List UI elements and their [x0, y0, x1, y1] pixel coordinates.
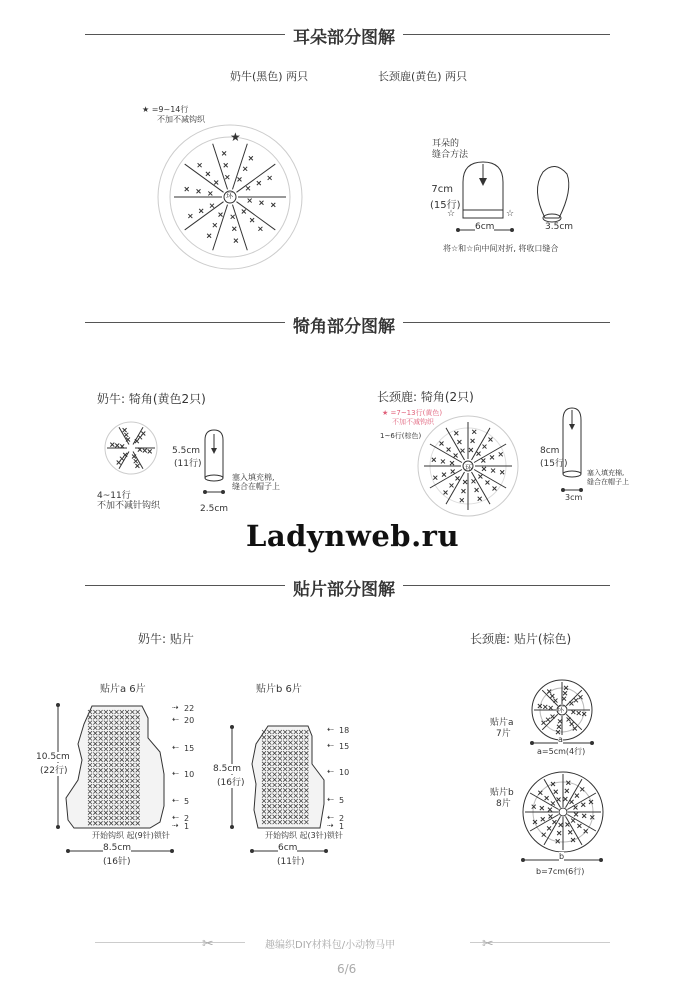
stitch-x — [237, 177, 241, 181]
stitch-x — [558, 719, 562, 723]
ears-method-2: 缝合方法 — [432, 150, 469, 160]
stitch-x — [259, 201, 263, 205]
row-arrow-icon: ⇠ — [327, 795, 334, 804]
stitch-x — [554, 790, 558, 794]
stitch-spoke — [232, 144, 247, 190]
ear-height-rows: (15行) — [430, 200, 461, 211]
patch-a-row: 2 — [184, 814, 190, 823]
stitch-x — [574, 812, 578, 816]
stitch-x — [573, 806, 577, 810]
stitch-x — [461, 489, 465, 493]
patches-giraffe-label: 长颈鹿: 贴片(棕色) — [470, 632, 572, 646]
stitch-x — [185, 187, 189, 191]
patch-a-chart — [64, 704, 174, 830]
row-arrow-icon: ⇠ — [172, 715, 179, 724]
giraffe-horn-width: 3cm — [565, 493, 583, 502]
stitch-x — [433, 476, 437, 480]
stitch-x — [432, 458, 436, 462]
stitch-x — [538, 791, 542, 795]
stitch-x — [454, 431, 458, 435]
stitch-x — [242, 209, 246, 213]
stitch-x — [571, 710, 575, 714]
stitch-x — [562, 697, 566, 701]
ears-method-1: 耳朵的 — [432, 139, 460, 149]
stitch-x — [135, 464, 139, 468]
stitch-x — [488, 438, 492, 442]
patch-a-start: 开始钩织 起(9针)锁针 — [92, 831, 170, 840]
stitch-x — [143, 449, 147, 453]
stitch-x — [570, 722, 574, 726]
right-star-icon: ☆ — [506, 209, 515, 219]
row-arrow-icon: ⇠ — [327, 741, 334, 750]
ear-width-cm: 6cm — [475, 222, 495, 232]
stitch-x — [249, 156, 253, 160]
stitch-x — [141, 432, 145, 436]
stitch-x — [482, 445, 486, 449]
stitch-x — [225, 175, 229, 179]
stitch-x — [482, 467, 486, 471]
row-arrow-icon: ⇠ — [172, 769, 179, 778]
g-patch-a-label: 贴片a — [490, 718, 514, 728]
stitch-x — [234, 239, 238, 243]
stitch-x — [546, 718, 550, 722]
stitch-x — [115, 443, 119, 447]
stitch-x — [460, 498, 464, 502]
stitch-x — [444, 490, 448, 494]
stitch-x — [499, 452, 503, 456]
patch-a-row: 5 — [184, 797, 190, 806]
stitch-spoke — [213, 144, 228, 190]
stitch-x — [231, 215, 235, 219]
stitch-x — [567, 717, 571, 721]
patch-b-height-cm: 8.5cm — [213, 764, 242, 774]
cow-horn-shape — [200, 428, 230, 498]
patch-a-row: 1 — [184, 822, 190, 831]
stitch-x — [543, 705, 547, 709]
g-patch-b-label: 贴片b — [490, 788, 514, 798]
stitch-x — [258, 227, 262, 231]
stitch-x — [214, 181, 218, 185]
stitch-x — [571, 819, 575, 823]
ear-sew-note: 将☆和☆向中间对折, 将收口缝合 — [443, 244, 559, 253]
stitch-x — [582, 814, 586, 818]
stitch-x — [198, 163, 202, 167]
stitch-x — [207, 234, 211, 238]
stitch-x — [481, 459, 485, 463]
page-number: 6/6 — [337, 962, 357, 976]
horns-giraffe-label: 长颈鹿: 犄角(2只) — [377, 390, 474, 404]
patch-b-chart — [250, 724, 330, 832]
stitch-x — [478, 497, 482, 501]
stitch-x — [469, 448, 473, 452]
row-arrow-icon: ⇠ — [172, 743, 179, 752]
footer-caption: 趣编织DIY材料包/小动物马甲 — [265, 940, 396, 951]
patch-b-height-rows: (16行) — [217, 775, 244, 788]
star-icon: ★ — [230, 130, 241, 144]
left-scissors-icon: ✂ — [202, 936, 214, 952]
stitch-x — [542, 833, 546, 837]
cow-ear-ring-label: 环 — [226, 192, 233, 200]
stitch-x — [557, 831, 561, 835]
patches-cow-label: 奶牛: 贴片 — [138, 632, 194, 646]
stitch-x — [232, 227, 236, 231]
stitch-x — [134, 459, 138, 463]
stitch-x — [565, 789, 569, 793]
patch-b-row: 10 — [339, 768, 350, 777]
stitch-x — [450, 461, 454, 465]
ears-star-note-2: 不加不减钩织 — [157, 115, 205, 124]
stitch-x — [471, 439, 475, 443]
patch-b-width-sts: (11针) — [277, 857, 305, 867]
horns-section-title: 犄角部分图解 — [285, 312, 403, 337]
stitch-x — [477, 452, 481, 456]
patch-a-row: 10 — [184, 770, 195, 779]
patch-b-width-cm: 6cm — [278, 843, 298, 853]
stitch-x — [557, 725, 561, 729]
stitch-x — [224, 163, 228, 167]
patch-b-row: 1 — [339, 822, 345, 831]
stitch-x — [490, 455, 494, 459]
stitch-spoke — [185, 164, 224, 192]
patch-b-row: 18 — [339, 726, 350, 735]
g-patch-b-count: 8片 — [496, 799, 511, 809]
cow-horn-rows-note-1: 4~11行 — [97, 491, 131, 501]
cow-horn-rows-note-2: 不加不减针钩织 — [97, 501, 161, 511]
stitch-x — [268, 176, 272, 180]
g-patch-b-chart — [521, 770, 605, 854]
cow-horn-stuff-2: 缝合在帽子上 — [232, 482, 280, 491]
cow-ear-chart — [150, 122, 310, 282]
stitch-x — [580, 787, 584, 791]
stitch-x — [551, 801, 555, 805]
stitch-x — [461, 449, 465, 453]
stitch-x — [451, 469, 455, 473]
stitch-x — [248, 199, 252, 203]
stitch-x — [569, 701, 573, 705]
stitch-x — [568, 830, 572, 834]
patch-a-height-rows: (22行) — [40, 763, 67, 776]
stitch-x — [148, 449, 152, 453]
stitch-x — [206, 172, 210, 176]
stitch-x — [110, 443, 114, 447]
stitch-x — [199, 209, 203, 213]
stitch-x — [197, 189, 201, 193]
stitch-x — [441, 459, 445, 463]
patch-a-row: 15 — [184, 744, 195, 753]
stitch-x — [117, 460, 121, 464]
watermark: Ladynweb.ru — [246, 519, 460, 553]
stitch-x — [548, 808, 552, 812]
stitch-x — [478, 475, 482, 479]
stitch-spoke — [232, 205, 247, 251]
stitch-x — [475, 488, 479, 492]
stitch-x — [540, 806, 544, 810]
g-b-letter: b — [559, 852, 565, 861]
stitch-x — [545, 796, 549, 800]
stitch-x — [492, 486, 496, 490]
ears-cow-label: 奶牛(黑色) 两只 — [230, 70, 309, 83]
stitch-x — [553, 699, 557, 703]
giraffe-horn-height-rows: (15行) — [540, 459, 568, 469]
stitch-x — [257, 181, 261, 185]
row-arrow-icon: ⇠ — [327, 725, 334, 734]
cow-horn-stuff-1: 塞入填充棉, — [232, 473, 275, 482]
stitch-x — [584, 829, 588, 833]
patch-a-height-cm: 10.5cm — [36, 752, 70, 762]
stitch-x — [565, 822, 569, 826]
row-arrow-icon: ⇢ — [327, 821, 334, 830]
stitch-x — [124, 433, 128, 437]
stitch-x — [472, 430, 476, 434]
stitch-x — [471, 479, 475, 483]
ears-giraffe-label: 长颈鹿(黄色) 两只 — [378, 70, 468, 83]
cow-horn-height-rows: (11行) — [174, 459, 202, 469]
ear-bottom-cm: 3.5cm — [545, 222, 574, 232]
g-a-size: a=5cm(4行) — [537, 747, 586, 756]
ear-height-cm: 7cm — [431, 184, 453, 195]
patch-a-title: 贴片a 6片 — [100, 684, 146, 695]
stitch-x — [551, 715, 555, 719]
g-patch-a-ring-label: 环 — [557, 706, 564, 714]
stitch-x — [557, 798, 561, 802]
horns-cow-label: 奶牛: 犄角(黄色2只) — [97, 392, 206, 406]
stitch-x — [552, 820, 556, 824]
stitch-x — [455, 476, 459, 480]
right-scissors-icon: ✂ — [482, 936, 494, 952]
stitch-x — [250, 218, 254, 222]
stitch-spoke — [236, 202, 275, 230]
patch-a-width-cm: 8.5cm — [103, 843, 132, 853]
stitch-x — [138, 435, 142, 439]
giraffe-horn-height-cm: 8cm — [540, 446, 560, 456]
stitch-x — [123, 428, 127, 432]
stitch-x — [208, 191, 212, 195]
stitch-x — [547, 826, 551, 830]
giraffe-horn-note-1: ★ =7~13行(黄色) — [382, 409, 443, 417]
stitch-x — [442, 473, 446, 477]
stitch-x — [491, 469, 495, 473]
stitch-x — [500, 470, 504, 474]
left-star-icon: ☆ — [447, 209, 456, 219]
row-arrow-icon: ⇠ — [172, 813, 179, 822]
ears-section-title: 耳朵部分图解 — [285, 23, 403, 48]
stitch-x — [246, 186, 250, 190]
row-arrow-icon: ⇠ — [327, 767, 334, 776]
stitch-x — [577, 824, 581, 828]
g-b-size: b=7cm(6行) — [536, 867, 585, 876]
cow-horn-chart — [103, 420, 159, 476]
stitch-x — [210, 204, 214, 208]
g-a-letter: a — [558, 735, 563, 744]
patch-a-width-sts: (16针) — [103, 857, 131, 867]
patch-a-row: 22 — [184, 704, 195, 713]
stitch-x — [457, 440, 461, 444]
stitch-x — [570, 800, 574, 804]
patch-b-row: 5 — [339, 796, 345, 805]
stitch-x — [188, 214, 192, 218]
stitch-x — [213, 223, 217, 227]
stitch-x — [541, 817, 545, 821]
patch-b-title: 贴片b 6片 — [256, 684, 302, 695]
patch-b-row: 15 — [339, 742, 350, 751]
stitch-x — [454, 453, 458, 457]
stitch-x — [574, 698, 578, 702]
giraffe-horn-stuff-2: 缝合在帽子上 — [587, 478, 629, 486]
stitch-x — [243, 167, 247, 171]
row-arrow-icon: ⇢ — [172, 821, 179, 830]
stitch-x — [563, 691, 567, 695]
patch-b-row: 2 — [339, 814, 345, 823]
g-patch-a-count: 7片 — [496, 729, 511, 739]
stitch-x — [219, 213, 223, 217]
patches-section-title: 贴片部分图解 — [285, 575, 403, 600]
cow-horn-height-cm: 5.5cm — [172, 446, 201, 456]
stitch-x — [563, 797, 567, 801]
stitch-x — [581, 803, 585, 807]
stitch-spoke — [213, 205, 228, 251]
stitch-x — [222, 151, 226, 155]
stitch-x — [549, 706, 553, 710]
stitch-x — [450, 483, 454, 487]
stitch-x — [440, 442, 444, 446]
row-arrow-icon: ⇢ — [172, 703, 179, 712]
row-arrow-icon: ⇠ — [327, 813, 334, 822]
stitch-x — [549, 814, 553, 818]
giraffe-horn-note-2: 不加不减钩织 — [392, 418, 434, 426]
ears-star-note: ★ =9~14行 — [142, 105, 189, 114]
stitch-x — [559, 823, 563, 827]
stitch-x — [485, 480, 489, 484]
giraffe-horn-ring-label: 环 — [465, 464, 472, 472]
giraffe-horn-rows: 1~6行(棕色) — [380, 432, 422, 440]
giraffe-horn-stuff-1: 塞入填充棉, — [587, 469, 625, 477]
patch-a-row: 20 — [184, 716, 195, 725]
stitch-x — [447, 448, 451, 452]
patch-b-start: 开始钩织 起(3针)锁针 — [265, 831, 343, 840]
row-arrow-icon: ⇠ — [172, 796, 179, 805]
stitch-x — [271, 203, 275, 207]
cow-horn-width: 2.5cm — [200, 504, 229, 514]
stitch-x — [577, 711, 581, 715]
footer-rule-left — [95, 942, 245, 943]
stitch-x — [575, 794, 579, 798]
stitch-x — [120, 457, 124, 461]
stitch-x — [463, 480, 467, 484]
stitch-x — [550, 694, 554, 698]
